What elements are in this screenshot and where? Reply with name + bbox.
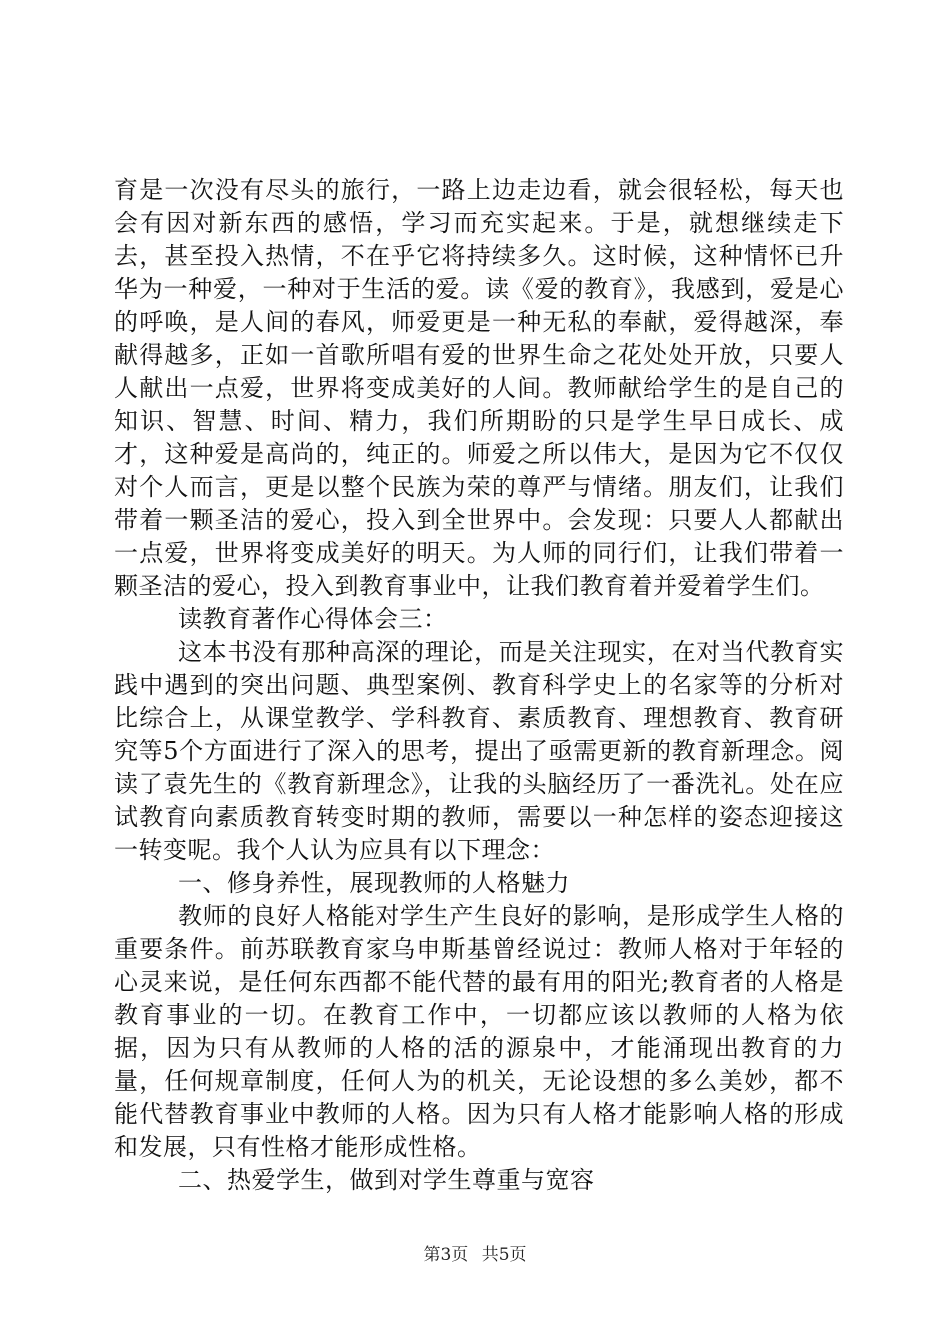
subheading-two: 二、热爱学生，做到对学生尊重与宽容 — [178, 1166, 595, 1194]
paragraph-book-intro: 这本书没有那种高深的理论，而是关注现实，在对当代教育实践中遇到的突出问题、典型案例、教育科学史上的名家等的分析对比综合上，从课堂教学、学科教育、素质教育、理想教育、教育研究等5个方面进行了深入的思考，提出了亟需更新的教育新理念。阅读了袁先生的《教育新理念》，让我的头脑经历了一番洗礼。处在应试教育向素质教育转变时期的教师，需要以一种怎样的姿态迎接这一转变呢。我个人认为应具有以下理念： — [114, 638, 844, 864]
page-footer — [0, 1240, 950, 1265]
page-number: 第3页 — [423, 1245, 469, 1265]
page-total: 共5页 — [481, 1245, 527, 1265]
paragraph-teacher-personality: 教师的良好人格能对学生产生良好的影响，是形成学生人格的重要条件。前苏联教育家乌申斯基曾经说过：教师人格对于年轻的心灵来说，是任何东西都不能代替的最有用的阳光;教育者的人格是教育事业的一切。在教育工作中，一切都应该以教师的人格为依据，因为只有从教师的人格的活的源泉中，才能涌现出教育的力量，任何规章制度，任何人为的机关，无论设想的多么美妙，都不能代替教育事业中教师的人格。因为只有人格才能影响人格的形成和发展，只有性格才能形成性格。 — [114, 902, 844, 1161]
paragraph-continuation: 育是一次没有尽头的旅行，一路上边走边看，就会很轻松，每天也会有因对新东西的感悟，学习而充实起来。于是，就想继续走下去，甚至投入热情，不在乎它将持续多久。这时候，这种情怀已升华为一种爱，一种对于生活的爱。读《爱的教育》，我感到，爱是心的呼唤，是人间的春风，师爱更是一种无私的奉献，爱得越深，奉献得越多，正如一首歌所唱有爱的世界生命之花处处开放，只要人人献出一点爱，世界将变成美好的人间。教师献给学生的是自己的知识、智慧、时间、精力，我们所期盼的只是学生早日成长、成才，这种爱是高尚的，纯正的。师爱之所以伟大，是因为它不仅仅对个人而言，更是以整个民族为荣的尊严与情绪。朋友们，让我们带着一颗圣洁的爱心，投入到全世界中。会发现：只要人人都献出一点爱，世界将变成美好的明天。为人师的同行们，让我们带着一颗圣洁的爱心，投入到教育事业中，让我们教育着并爱着学生们。 — [114, 176, 844, 600]
section-heading-three: 读教育著作心得体会三： — [178, 605, 448, 633]
document-body — [114, 174, 844, 1197]
subheading-one: 一、修身养性，展现教师的人格魅力 — [178, 869, 570, 897]
